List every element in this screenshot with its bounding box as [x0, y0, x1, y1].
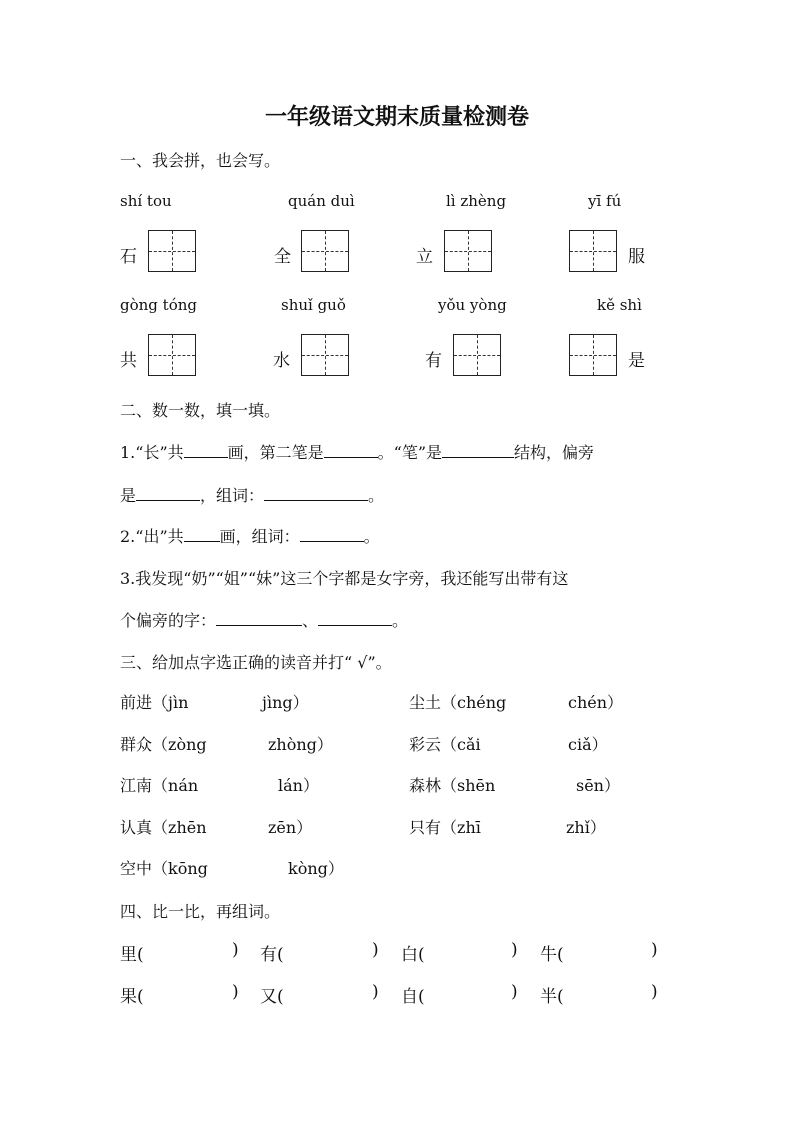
reading-item: 群众（zòng [120, 735, 207, 754]
q3-text-c: 。 [392, 611, 409, 630]
char-shui: 水 [273, 351, 290, 371]
compare-paren[interactable]: ) [651, 982, 658, 1002]
answer-blank[interactable] [216, 611, 302, 626]
reading-item: 森林（shēn [409, 776, 496, 795]
char-you: 有 [425, 351, 442, 371]
compare-char-you2: 又( [260, 987, 284, 1007]
question-3-line-2 [120, 608, 408, 631]
pinyin-gongtong: gòng tóng [120, 296, 197, 314]
pinyin-keshi: kě shì [597, 296, 642, 314]
compare-char-guo: 果( [120, 987, 144, 1007]
compare-paren[interactable]: ) [232, 982, 239, 1002]
q2-text-c: 。 [363, 527, 380, 546]
char-li: 立 [416, 247, 433, 267]
reading-option[interactable]: chén） [568, 693, 624, 712]
answer-blank[interactable] [442, 443, 514, 458]
compare-paren[interactable]: ) [372, 940, 379, 960]
reading-option[interactable]: lán） [278, 776, 319, 795]
section-4-heading: 四、比一比，再组词。 [120, 902, 281, 921]
writing-grid[interactable] [148, 334, 196, 376]
answer-blank[interactable] [184, 443, 228, 458]
section-3-heading: 三、给加点字选正确的读音并打“ √”。 [120, 653, 392, 672]
reading-option[interactable]: zhǐ） [566, 818, 606, 837]
answer-blank[interactable] [184, 527, 220, 542]
char-quan: 全 [274, 247, 291, 267]
reading-option[interactable]: jìng） [262, 693, 309, 712]
pinyin-quandui: quán duì [288, 192, 355, 210]
q2-text-a: 2.“出”共 [120, 527, 184, 546]
pinyin-youyong: yǒu yòng [438, 296, 507, 314]
compare-paren[interactable]: ) [372, 982, 379, 1002]
compare-char-li: 里( [120, 945, 144, 965]
question-1-line-1 [120, 440, 594, 463]
writing-grid[interactable] [444, 230, 492, 272]
compare-paren[interactable]: ) [651, 940, 658, 960]
q1-text-c: 。“笔”是 [377, 443, 443, 462]
reading-option[interactable]: ciǎ） [568, 735, 608, 754]
compare-char-ban: 半( [540, 987, 564, 1007]
writing-grid[interactable] [301, 230, 349, 272]
section-2-heading: 二、数一数，填一填。 [120, 401, 281, 420]
answer-blank[interactable] [264, 486, 368, 501]
reading-option[interactable]: kòng） [288, 859, 344, 878]
compare-char-zi: 自( [401, 987, 425, 1007]
writing-grid[interactable] [453, 334, 501, 376]
reading-item: 尘土（chéng [409, 693, 507, 712]
writing-grid[interactable] [148, 230, 196, 272]
answer-blank[interactable] [318, 611, 392, 626]
char-fu: 服 [628, 247, 645, 267]
writing-grid[interactable] [301, 334, 349, 376]
q2-text-b: 画，组词： [219, 527, 300, 546]
section-1-heading: 一、我会拼，也会写。 [120, 151, 281, 170]
compare-char-you: 有( [260, 945, 284, 965]
page-title: 一年级语文期末质量检测卷 [264, 104, 529, 130]
q1-text-a: 1.“长”共 [120, 443, 184, 462]
pinyin-shitou: shí tou [120, 192, 172, 210]
char-shi2: 是 [628, 351, 645, 371]
writing-grid[interactable] [569, 230, 617, 272]
reading-option[interactable]: sēn） [576, 776, 620, 795]
answer-blank[interactable] [136, 486, 200, 501]
reading-item: 只有（zhī [409, 818, 481, 837]
reading-item: 彩云（cǎi [409, 735, 481, 754]
compare-paren[interactable]: ) [232, 940, 239, 960]
reading-item: 认真（zhēn [120, 818, 207, 837]
char-shi: 石 [120, 247, 137, 267]
q3-text-b: 、 [302, 611, 319, 630]
compare-paren[interactable]: ) [511, 940, 518, 960]
char-gong: 共 [120, 351, 137, 371]
question-2-line [120, 524, 380, 547]
reading-option[interactable]: zhòng） [268, 735, 333, 754]
compare-char-bai: 白( [401, 945, 425, 965]
compare-char-niu: 牛( [540, 945, 564, 965]
q1-text-f: ，组词： [200, 486, 265, 505]
reading-item: 前进（jìn [120, 693, 189, 712]
pinyin-shuiguo: shuǐ guǒ [281, 296, 346, 314]
reading-item: 空中（kōng [120, 859, 208, 878]
answer-blank[interactable] [324, 443, 378, 458]
question-1-line-2 [120, 483, 384, 506]
q1-text-b: 画，第二笔是 [227, 443, 324, 462]
writing-grid[interactable] [569, 334, 617, 376]
reading-item: 江南（nán [120, 776, 199, 795]
q1-text-d: 结构，偏旁 [514, 443, 595, 462]
pinyin-yifu: yī fú [588, 192, 622, 210]
compare-paren[interactable]: ) [511, 982, 518, 1002]
q1-text-e: 是 [120, 486, 137, 505]
pinyin-lizheng: lì zhèng [446, 192, 507, 210]
reading-option[interactable]: zēn） [268, 818, 313, 837]
q1-text-g: 。 [368, 486, 385, 505]
q3-text-a: 个偏旁的字： [120, 611, 217, 630]
question-3-line-1: 3.我发现“奶”“姐”“妹”这三个字都是女字旁，我还能写出带有这 [120, 569, 569, 588]
answer-blank[interactable] [300, 527, 364, 542]
